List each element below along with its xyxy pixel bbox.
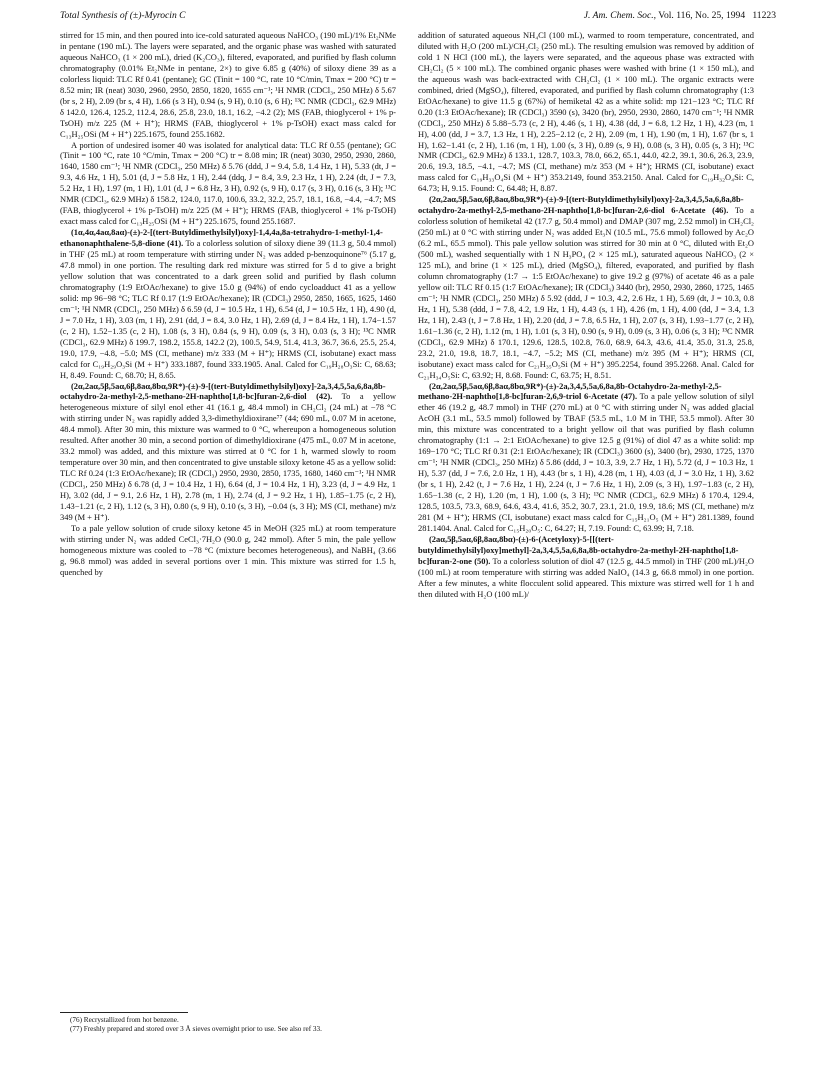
paragraph-isomer-40: A portion of undesired isomer 40 was isolated for analytical data: TLC Rf 0.55 (pentane); GC (Tinit = 100 °C, rate 10 °C/min, Tmax = 200 °C) tr = 8.08 min; IR (neat) 3030, 2950, 2930, 2860, 1640, 1580 cm⁻¹; ¹H NMR (CDCl₃, 250 MHz) δ 5.76 (ddd, J = 9.4, 5.8, 1.4 Hz, 1 H), 5.33 (dt, J = 9.3, 4.6 Hz, 1 H), 5.01 (d, J = 5.8 Hz, 1 H), 2.44 (ddq, J = 8.4, 3.9, 2.3 Hz, 1 H), 2.24 (dt, J = 7.3, 5.2 Hz, 1 H), 1.97 (m, 1 H), 1.01 (d, J = 6.8 Hz, 3 H), 0.92 (s, 9 H), 0.17 (s, 3 H), 0.16 (s, 3 H); ¹³C NMR (CDCl₃, 62.9 MHz) δ 158.2, 124.0, 117.0, 100.6, 33.2, 32.2, 25.7, 18.1, 16.8, −4.4, −4.7; MS (FAB, thioglycerol + 1% p-TsOH) m/z 225 (M + H⁺); HRMS (FAB, thioglycerol + 1% p-TsOH) exact mass calcd for C₁₃H₂₅OSi (M + H⁺) 225.1675, found 255.1687. (60, 139, 396, 227)
paragraph-compound-41 (60, 227, 396, 380)
running-title: Total Synthesis of (±)-Myrocin C (60, 10, 186, 21)
compound-42-body: To a yellow heterogeneous mixture of silyl enol ether 41 (16.1 g, 48.4 mmol) in CH₂Cl₂ (24 mL) at −78 °C with stirring under N₂ was rapidly added 3,3-dimethyldioxirane⁷⁷ (44; 690 mL, 0.07 M in acetone, 48.4 mmol). After 30 min, this mixture was warmed to 0 °C, whereupon a homogeneous solution resulted. After another 30 min, a second portion of dimethyldioxirane (475 mL, 0.07 M in acetone, 33.2 mmol) was added, and this mixture was stirred at 0 °C for 1 h, warmed slowly to room temperature over 30 min, and then concentrated to give unstable siloxy ketone 45 as a yellow solid: TLC Rf 0.24 (1:3 EtOAc/hexane); IR (CDCl₃) 2950, 2930, 2850, 1735, 1680, 1460 cm⁻¹; ¹H NMR (CDCl₃, 250 MHz) δ 6.78 (d, J = 10.4 Hz, 1 H), 6.64 (d, J = 10.4 Hz, 1 H), 3.23 (d, J = 4.9 Hz, 1 H), 3.02 (dd, J = 9.1, 2.6 Hz, 1 H), 2.78 (m, 1 H), 2.74 (d, J = 9.2 Hz, 1 H), 1.85−1.75 (c, 2 H), 1.43−1.21 (c, 2 H), 1.12 (s, 3 H), 0.80 (s, 9 H), 0.10 (s, 3 H), −0.04 (s, 3 H); MS (CI, methane) m/z 349 (M + H⁺). (60, 391, 396, 522)
journal-volume: Vol. 116, No. 25, 1994 (658, 10, 746, 21)
paragraph-reduction: To a pale yellow solution of crude siloxy ketone 45 in MeOH (325 mL) at room temperature with stirring under N₂ was added CeCl₃·7H₂O (90.0 g, 242 mmol). After 5 min, the pale yellow homogeneous mixture was cooled to −78 °C (mixture becomes heterogeneous), and NaBH₄ (3.66 g, 96.8 mmol) was added in several portions over 1 min. This mixture was stirred for 1.5 h, quenched by (60, 522, 396, 577)
journal-name: J. Am. Chem. Soc., (583, 10, 657, 21)
footnote-77: (77) Freshly prepared and stored over 3 Å sieves overnight prior to use. See also ref 33. (70, 1025, 322, 1034)
compound-47-title: (2α,2aα,5β,5aα,6β,8aα,8bα,9R*)-(±)-2a,3,4,5,5a,6,8a,8b-Octahydro-2a-methyl-2,5-methano-2H-naphtho[1,8-bc]furan-2,6,9-triol 6-Acetate (47). (418, 380, 722, 402)
journal-citation (584, 10, 776, 21)
footnotes (60, 1012, 396, 1035)
paragraph-compound-47 (418, 381, 754, 534)
page-number: 11223 (752, 10, 776, 21)
paragraph-compound-42 (60, 381, 396, 523)
compound-50-body: To a colorless solution of diol 47 (12.5 g, 44.5 mmol) in THF (200 mL)/H₂O (100 mL) at room temperature with stirring was added NaIO₄ (14.3 g, 66.8 mmol) in one portion. After a few minutes, a white flocculent solid appeared. This mixture was stirred well for 1 h and then diluted with H₂O (100 mL)/ (418, 555, 754, 599)
paragraph-siloxy-diene-39: stirred for 15 min, and then poured into ice-cold saturated aqueous NaHCO₃ (190 mL)/1% Et₂NMe in pentane (190 mL). The layers were separated, and the organic phase was washed with saturated aqueous NaHCO₃ (1 × 200 mL), dried (K₂CO₃), filtered, evaporated, and purified by flash column chromatography (0.01% Et₂NMe in pentane, 2×) to give 6.85 g (40%) of siloxy diene 39 as a colorless liquid: TLC Rf 0.41 (pentane); GC (Tinit = 100 °C, rate 10 °C/min, Tmax = 200 °C) tr = 8.52 min; IR (neat) 3030, 2960, 2950, 2850, 1820, 1655 cm⁻¹; ¹H NMR (CDCl₃, 250 MHz) δ 5.67 (br s, 2 H), 2.09 (br s, 4 H), 1.66 (s 3 H), 0.94 (s, 9 H), 0.10 (s, 6 H); ¹³C NMR (CDCl₃, 62.9 MHz) δ 142.0, 126.4, 125.2, 112.4, 28.6, 25.8, 23.0, 18.1, 16.2, −4.2 (2); MS (FAB, thioglycerol + 1% p-TsOH) m/z 225 (M + H⁺); HRMS (FAB, thioglycerol + 1% p-TsOH) exact mass calcd for C₁₃H₂₅OSi (M + H⁺) 225.1675, found 255.1682. (60, 30, 396, 139)
compound-50-title: (2aα,5β,5aα,6β,8aα,8bα)-(±)-6-(Acetyloxy)-5-[[(tert-butyldimethylsilyl)oxy]methyl]-2a,3,4,5,5a,6,8a,8b-octahydro-2a-methyl-2H-naphtho[1,8-bc]furan-2-one (50). (418, 533, 739, 566)
footnote-76: (76) Recrystallized from hot benzene. (70, 1016, 179, 1024)
paragraph-hemiketal-42: addition of saturated aqueous NH₄Cl (100 mL), warmed to room temperature, concentrated, and diluted with H₂O (200 mL)/CH₂Cl₂ (250 mL). The resulting emulsion was removed by addition of cold 1 N HCl (100 mL), the layers were separated, and the aqueous phase was extracted with CH₂Cl₂ (5 × 100 mL). The combined organic phases were washed with brine (1 × 150 mL), and the aqueous wash was back-extracted with CH₂Cl₂ (1 × 100 mL). The organic extracts were combined, dried (MgSO₄), filtered, evaporated, and purified by flash column chromatography (1:3 EtOAc/hexane) to give 11.5 g (67%) of hemiketal 42 as a white solid: mp 121−123 °C; TLC Rf 0.20 (1:3 EtOAc/hexane); IR (CDCl₃) 3590 (s), 3420 (br), 2950, 2930, 2860, 1470 cm⁻¹; ¹H NMR (CDCl₃, 250 MHz) δ 5.88−5.73 (c, 2 H), 4.46 (s, 1 H), 4.38 (dd, J = 6.8, 1.2 Hz, 1 H), 4.23 (m, 1 H), 4.00 (dd, J = 3.7, 1.3 Hz, 1 H), 2.25−2.12 (c, 2 H), 2.09 (m, 1 H), 1.90 (m, 1 H), 1.67 (br s, 1 H), 1.62−1.41 (c, 2 H), 1.16 (m, 1 H), 1.00 (s, 3 H), 0.89 (s, 9 H), 0.08 (s, 3 H), 0.05 (s, 3 H); ¹³C NMR (CDCl₃, 62.9 MHz) δ 133.1, 128.7, 103.3, 78.0, 66.2, 65.1, 44.0, 42.2, 39.1, 30.6, 26.3, 23.9, 20.6, 19.3, 18.5, −4.1, −4.7; MS (CI, methane) m/z 353 (M + H⁺); HRMS (CI, isobutane) exact mass calcd for C₁₉H₃₃O₄Si (M + H⁺) 353.2149, found 353.2150. Anal. Calcd for C₁₉H₃₂O₄Si: C, 64.73; H, 9.15. Found: C, 64.48; H, 8.87. (418, 30, 754, 194)
running-header (60, 10, 776, 24)
compound-47-body: To a pale yellow solution of silyl ether 46 (19.2 g, 48.7 mmol) in THF (270 mL) at 0 °C with stirring under N₂ was added glacial AcOH (3.1 mL, 53.5 mmol) followed by TBAF (53.5 mL, 1.0 M in THF, 53.5 mmol). After 30 min, this mixture was concentrated to a bright yellow oil that was purified by flash column chromatography (1:1 → 2:1 EtOAc/hexane) to give 12.5 g (91%) of diol 47 as a white solid: mp 169−170 °C; TLC Rf 0.31 (2:1 EtOAc/hexane); IR (CDCl₃) 3600 (s), 3400 (br), 2930, 1725, 1370 cm⁻¹; ¹H NMR (CDCl₃, 250 MHz) δ 5.86 (ddd, J = 10.3, 3.9, 2.7 Hz, 1 H), 5.72 (d, J = 10.3 Hz, 1 H), 5.37 (dd, J = 7.6, 2.0 Hz, 1 H), 4.43 (br s, 1 H), 4.28 (m, 1 H), 4.03 (d, J = 3.0 Hz, 1 H), 3.62 (br s, 1 H), 2.42 (t, J = 7.6 Hz, 1 H), 2.24 (t, J = 7.6 Hz, 1 H), 2.09 (s, 3 H), 1.97−1.83 (c, 2 H), 1.65−1.38 (c, 2 H), 1.20 (m, 1 H), 1.00 (s, 3 H); ¹³C NMR (CDCl₃, 62.9 MHz) δ 170.4, 129.4, 128.5, 103.5, 73.3, 68.9, 64.6, 43.4, 41.6, 35.2, 30.7, 23.1, 21.0, 19.9, 18.6; MS (CI, methane) m/z 281 (M + H⁺); HRMS (CI, isobutane) exact mass calcd for C₁₅H₂₁O₅ (M + H⁺) 281.1389, found 281.1404. Anal. Calcd for C₁₅H₂₀O₅: C, 64.27; H, 7.19. Found: C, 63.99; H, 7.18. (418, 391, 754, 533)
left-column (60, 30, 396, 578)
compound-41-body: To a colorless solution of siloxy diene 39 (11.3 g, 50.4 mmol) in THF (25 mL) at room temperature with stirring under N₂ was added p-benzoquinone⁷⁶ (5.17 g, 47.8 mmol) in one portion. The resulting dark red mixture was stirred for 5 d to give a bright yellow solution that was concentrated to a dark green solid and purified by flash column chromatography (1:9 EtOAc/hexane) to give 15.0 g (94%) of endo cycloadduct 41 as a yellow solid: mp 96−98 °C; TLC Rf 0.17 (1:9 EtOAc/hexane); IR (CDCl₃) 2950, 2850, 1665, 1625, 1460 cm⁻¹; ¹H NMR (CDCl₃, 250 MHz) δ 6.59 (d, J = 10.5 Hz, 1 H), 6.54 (d, J = 10.5 Hz, 1 H), 4.90 (d, J = 7.0 Hz, 1 H), 3.03 (m, 1 H), 2.91 (dd, J = 8.4, 3.0 Hz, 1 H), 2.69 (d, J = 8.4 Hz, 1 H), 1.74−1.57 (c, 2 H), 1.52−1.35 (c, 2 H), 1.08 (s, 3 H), 0.84 (s, 9 H), 0.09 (s, 3 H), 0.03 (s, 3 H); ¹³C NMR (CDCl₃, 62.9 MHz) δ 199.7, 198.2, 155.8, 142.2 (2), 100.5, 54.9, 51.4, 41.3, 36.7, 36.6, 25.5, 25.4, 19.0, 17.9, −4.8, −5.0; MS (CI, methane) m/z 333 (M + H⁺); HRMS (CI, isobutane) exact mass calcd for C₁₉H₂₉O₃Si (M + H⁺) 333.1887, found 333.1905. Anal. Calcd for C₁₉H₂₈O₃Si: C, 68.63; H, 8.49. Found: C, 68.70; H, 8.65. (60, 238, 396, 380)
right-column (418, 30, 754, 600)
compound-46-body: To a colorless solution of hemiketal 42 (17.7 g, 50.4 mmol) and DMAP (307 mg, 2.52 mmol) in CH₂Cl₂ (250 mL) at 0 °C with stirring under N₂ was added Et₃N (10.5 mL, 75.6 mmol) followed by Ac₂O (6.2 mL, 65.5 mmol). This pale yellow solution was stirred for 30 min at 0 °C, diluted with Et₂O (500 mL), washed sequentially with 1 N H₃PO₄ (2 × 125 mL), saturated aqueous NaHCO₃ (2 × 125 mL), and brine (1 × 125 mL), dried (MgSO₄), filtered, evaporated, and purified by flash column chromatography (1:7 → 1:5 EtOAc/hexane) to give 19.2 g (97%) of acetate 46 as a pale yellow oil: TLC Rf 0.15 (1:7 EtOAc/hexane); IR (CDCl₃) 3440 (br), 2950, 2930, 2860, 1725, 1465 cm⁻¹; ¹H NMR (CDCl₃, 250 MHz) δ 5.92 (ddd, J = 10.3, 4.2, 2.6 Hz, 1 H), 5.69 (dt, J = 10.3, 0.8 Hz, 1 H), 5.38 (ddd, J = 7.8, 4.2, 1.9 Hz, 1 H), 4.43 (s, 1 H), 4.26 (m, 1 H), 4.00 (dd, J = 3.4, 1.3 Hz, 1 H), 2.43 (t, J = 7.8 Hz, 1 H), 2.20 (dd, J = 7.8, 6.5 Hz, 1 H), 2.07 (s, 3 H), 1.93−1.77 (c, 2 H), 1.61−1.36 (c, 2 H), 1.12 (m, 1 H), 1.01 (s, 3 H), 0.90 (s, 9 H), 0.09 (s, 3 H), 0.06 (s, 3 H); ¹³C NMR (CDCl₃, 62.9 MHz) δ 170.1, 129.6, 128.5, 102.8, 76.0, 68.9, 64.3, 43.6, 41.4, 35.0, 31.3, 25.8, 23.2, 21.0, 19.8, 18.7, 18.1, −4.7, −5.2; MS (CI, methane) m/z 395 (M + H⁺); HRMS (CI, isobutane) exact mass calcd for C₂₁H₃₅O₅Si (M + H⁺) 395.2254, found 395.2268. Anal. Calcd for C₂₁H₃₄O₅Si: C, 63.92; H, 8.68. Found: C, 63.75; H, 8.51. (418, 205, 754, 380)
compound-41-title: (1α,4α,4aα,8aα)-(±)-2-[(tert-Butyldimethylsilyl)oxy]-1,4,4a,8a-tetrahydro-1-methyl-1,4-ethanonaphthalene-5,8-dione (41). (60, 227, 383, 249)
compound-42-title: (2α,2aα,5β,5aα,6β,8aα,8bα,9R*)-(±)-9-[(tert-Butyldimethylsilyl)oxy]-2a,3,4,5,5a,6,8a,8b-octahydro-2a-methyl-2,5-methano-2H-naphtho[1,8-bc]furan-2,6-diol (42). (60, 380, 386, 402)
footnote-rule (60, 1012, 188, 1013)
paragraph-compound-46 (418, 194, 754, 380)
compound-46-title: (2α,2aα,5β,5aα,6β,8aα,8bα,9R*)-(±)-9-[(tert-Butyldimethylsilyl)oxy]-2a,3,4,5,5a,6,8a,8b-octahydro-2a-methyl-2,5-methano-2H-naphtho[1,8-bc]furan-2,6-diol 6-Acetate (46). (418, 194, 744, 216)
paragraph-compound-50 (418, 534, 754, 600)
